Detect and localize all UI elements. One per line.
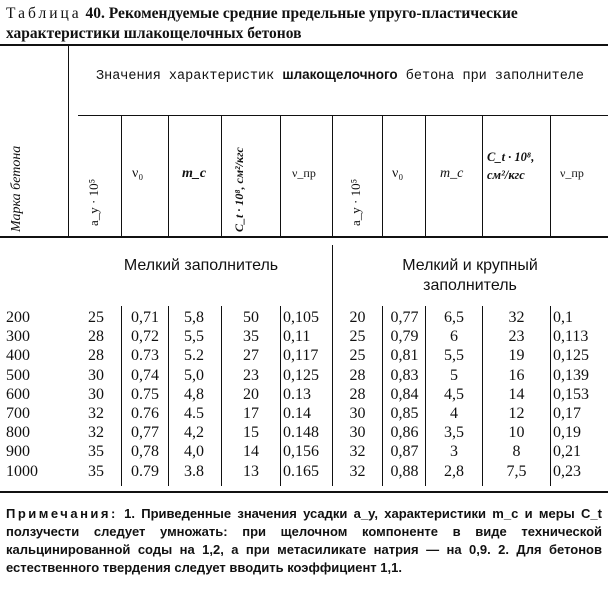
table-cell-c1: 14 <box>243 443 259 461</box>
col-divider <box>425 116 426 236</box>
table-cell-c1: 13 <box>243 462 259 480</box>
col-header-poisson-right: ν₀ <box>392 166 404 181</box>
table-cell-m2: 2,8 <box>444 462 464 480</box>
column-grade <box>6 308 66 481</box>
column-poisson-right <box>385 308 424 481</box>
table-cell-v1: 0.76 <box>131 404 159 422</box>
column-mc-right <box>428 308 480 481</box>
table-cell-p2: 0,139 <box>553 366 589 384</box>
col-divider <box>280 306 281 486</box>
table-cell-v1: 0,77 <box>131 424 159 442</box>
table-cell-m2: 5,5 <box>444 347 464 365</box>
table-cell-p1: 0,125 <box>283 366 319 384</box>
table-cell-m2: 5 <box>450 366 458 384</box>
table-cell-m2: 4,5 <box>444 385 464 403</box>
table-notes <box>6 505 602 577</box>
group-header-bold: шлакощелочного <box>282 67 398 82</box>
table-caption <box>6 4 602 44</box>
table-cell-p1: 0.14 <box>283 404 311 422</box>
table-cell-grade: 400 <box>6 347 30 365</box>
grade-column-divider <box>68 45 69 237</box>
table-cell-a1: 28 <box>88 347 104 365</box>
table-cell-v2: 0,83 <box>390 366 419 384</box>
table-cell-m1: 4,2 <box>184 424 204 442</box>
col-divider <box>550 116 551 236</box>
table-cell-p1: 0,11 <box>283 328 311 346</box>
table-cell-grade: 700 <box>6 404 30 422</box>
caption-number: 40. <box>85 5 105 22</box>
table-cell-c2: 14 <box>508 385 525 403</box>
table-cell-a2: 28 <box>349 385 366 403</box>
column-creep-left <box>224 308 278 481</box>
table-cell-v2: 0,79 <box>390 328 419 346</box>
col-header-mc-right: m_c <box>440 166 464 181</box>
table-cell-p2: 0,153 <box>553 385 589 403</box>
table-cell-p1: 0.13 <box>283 385 311 403</box>
table-cell-v2: 0,77 <box>390 309 419 326</box>
table-cell-p2: 0,125 <box>553 347 589 365</box>
column-mc-left <box>170 308 218 481</box>
section-header-fine-coarse-aggregate: Мелкий и крупный заполнитель <box>402 257 538 294</box>
table-cell-p2: 0,17 <box>553 404 581 422</box>
col-header-shrinkage-right: a_y · 10⁵ <box>348 178 363 226</box>
table-cell-m2: 3 <box>450 443 458 461</box>
table-cell-c1: 27 <box>243 347 259 365</box>
table-cell-grade: 1000 <box>6 462 38 480</box>
table-cell-a1: 35 <box>88 462 104 480</box>
table-cell-a1: 32 <box>88 404 104 422</box>
table-cell-a1: 28 <box>88 328 104 346</box>
table-cell-c1: 50 <box>243 309 259 326</box>
table-cell-m2: 6,5 <box>444 309 464 326</box>
notes-text: 1. Приведенные значения усадки a_y, характеристики m_c и меры C_t ползучести следует умножать: при щелочном компоненте в виде технической кальцинированной соды на 1,2, а при метасиликате натрия — на 0,9. 2. Для бетонов естественного твердения следует вводить коэффициент 1,1. <box>6 506 602 575</box>
col-divider <box>280 116 281 236</box>
col-divider <box>482 116 483 236</box>
table-cell-a1: 30 <box>88 385 104 403</box>
table-cell-a2: 30 <box>349 424 366 442</box>
table-cell-a1: 32 <box>88 424 104 442</box>
table-cell-m1: 4,8 <box>184 385 204 403</box>
table-cell-v2: 0,88 <box>390 462 419 480</box>
table-cell-p1: 0,117 <box>283 347 319 365</box>
table-cell-m1: 4,0 <box>184 443 204 461</box>
table-cell-v1: 0.75 <box>131 385 159 403</box>
table-cell-v1: 0,78 <box>131 443 159 461</box>
table-cell-grade: 200 <box>6 309 30 326</box>
col-header-nupr-right: ν_пр <box>560 166 584 180</box>
table-cell-v1: 0,72 <box>131 328 159 346</box>
table-cell-m1: 5,8 <box>184 309 204 326</box>
table-cell-c1: 15 <box>243 424 259 442</box>
notes-lead: Примечания: <box>6 506 118 521</box>
column-nupr-right <box>553 308 605 481</box>
col-divider <box>221 116 222 236</box>
table-cell-v1: 0.73 <box>131 347 159 365</box>
col-divider <box>382 306 383 486</box>
column-shrinkage-left <box>74 308 118 481</box>
column-shrinkage-right <box>335 308 380 481</box>
table-cell-a2: 32 <box>349 462 366 480</box>
col-header-creep-right: C_t · 10⁸, см²/кгс <box>487 150 535 182</box>
table-cell-p1: 0,156 <box>283 443 319 461</box>
table-cell-p1: 0.148 <box>283 424 319 442</box>
col-divider <box>121 306 122 486</box>
table-cell-c2: 10 <box>508 424 525 442</box>
column-poisson-left <box>124 308 166 481</box>
table-cell-m1: 5,0 <box>184 366 204 384</box>
table-cell-p2: 0,113 <box>553 328 589 346</box>
table-cell-a2: 20 <box>349 309 366 326</box>
caption-title: Рекомендуемые средние предельные упруго-пластические характеристики шлакощелочных бетонов <box>6 5 518 42</box>
table-cell-c2: 12 <box>508 404 525 422</box>
col-header-nupr-left: ν_пр <box>292 166 316 180</box>
table-cell-m2: 4 <box>450 404 458 422</box>
col-divider <box>425 306 426 486</box>
table-cell-grade: 600 <box>6 385 30 403</box>
col-divider <box>550 306 551 486</box>
table-cell-c2: 19 <box>508 347 525 365</box>
column-creep-right <box>485 308 548 481</box>
table-cell-c2: 8 <box>512 443 521 461</box>
table-cell-a1: 25 <box>88 309 104 326</box>
table-cell-m2: 6 <box>450 328 458 346</box>
table-cell-grade: 900 <box>6 443 30 461</box>
grade-column-header: Марка бетона <box>9 145 24 232</box>
col-divider <box>168 116 169 236</box>
table-cell-a2: 32 <box>349 443 366 461</box>
col-divider <box>482 306 483 486</box>
table-cell-p2: 0,1 <box>553 309 573 326</box>
table-cell-a2: 25 <box>349 328 366 346</box>
table-cell-grade: 800 <box>6 424 30 442</box>
section-divider <box>332 245 333 486</box>
table-cell-p2: 0,19 <box>553 424 581 442</box>
column-nupr-left <box>283 308 331 481</box>
section-header-fine-aggregate: Мелкий заполнитель <box>123 257 279 274</box>
table-cell-m2: 3,5 <box>444 424 464 442</box>
header-bottom-rule <box>0 236 608 238</box>
table-cell-c1: 35 <box>243 328 259 346</box>
table-cell-m1: 4.5 <box>184 404 204 422</box>
table-bottom-rule <box>0 491 608 493</box>
table-cell-m1: 3.8 <box>184 462 204 480</box>
table-cell-c1: 23 <box>243 366 259 384</box>
table-cell-v2: 0,87 <box>390 443 419 461</box>
col-header-shrinkage-left: a_y · 10⁵ <box>86 178 101 226</box>
col-divider <box>221 306 222 486</box>
table-cell-c2: 23 <box>508 328 525 346</box>
col-header-creep-left: C_t · 10⁸, см²/кгс <box>232 147 246 232</box>
table-cell-c2: 7,5 <box>506 462 527 480</box>
table-cell-v2: 0,81 <box>390 347 419 365</box>
col-divider <box>121 116 122 236</box>
table-cell-v2: 0,85 <box>390 404 419 422</box>
col-divider <box>332 116 333 236</box>
table-cell-p1: 0,105 <box>283 309 319 326</box>
table-cell-c1: 20 <box>243 385 259 403</box>
group-header-suffix: бетона при заполнителе <box>405 69 584 84</box>
table-cell-a1: 30 <box>88 366 104 384</box>
col-divider <box>382 116 383 236</box>
table-cell-grade: 300 <box>6 328 30 346</box>
caption-label: Таблица <box>6 5 82 22</box>
table-cell-v1: 0,74 <box>131 366 159 384</box>
table-cell-v1: 0,71 <box>131 309 159 326</box>
table-cell-a2: 30 <box>349 404 366 422</box>
table-cell-a2: 28 <box>349 366 366 384</box>
table-cell-c2: 32 <box>508 309 525 326</box>
table-cell-a1: 35 <box>88 443 104 461</box>
table-cell-p2: 0,21 <box>553 443 581 461</box>
group-header-prefix: Значения характеристик <box>96 69 275 84</box>
table-cell-a2: 25 <box>349 347 366 365</box>
table-cell-v2: 0,86 <box>390 424 419 442</box>
col-header-mc-left: m_c <box>182 166 207 181</box>
table-top-rule <box>0 44 608 46</box>
table-cell-grade: 500 <box>6 366 30 384</box>
table-cell-p1: 0.165 <box>283 462 319 480</box>
table-cell-v1: 0.79 <box>131 462 159 480</box>
group-header-rule <box>78 115 608 116</box>
table-cell-m1: 5.2 <box>184 347 204 365</box>
table-cell-m1: 5,5 <box>184 328 204 346</box>
table-cell-c1: 17 <box>243 404 259 422</box>
col-header-poisson-left: ν₀ <box>132 166 144 181</box>
table-cell-v2: 0,84 <box>390 385 419 403</box>
table-cell-p2: 0,23 <box>553 462 581 480</box>
group-header <box>78 66 602 85</box>
table-cell-c2: 16 <box>508 366 525 384</box>
